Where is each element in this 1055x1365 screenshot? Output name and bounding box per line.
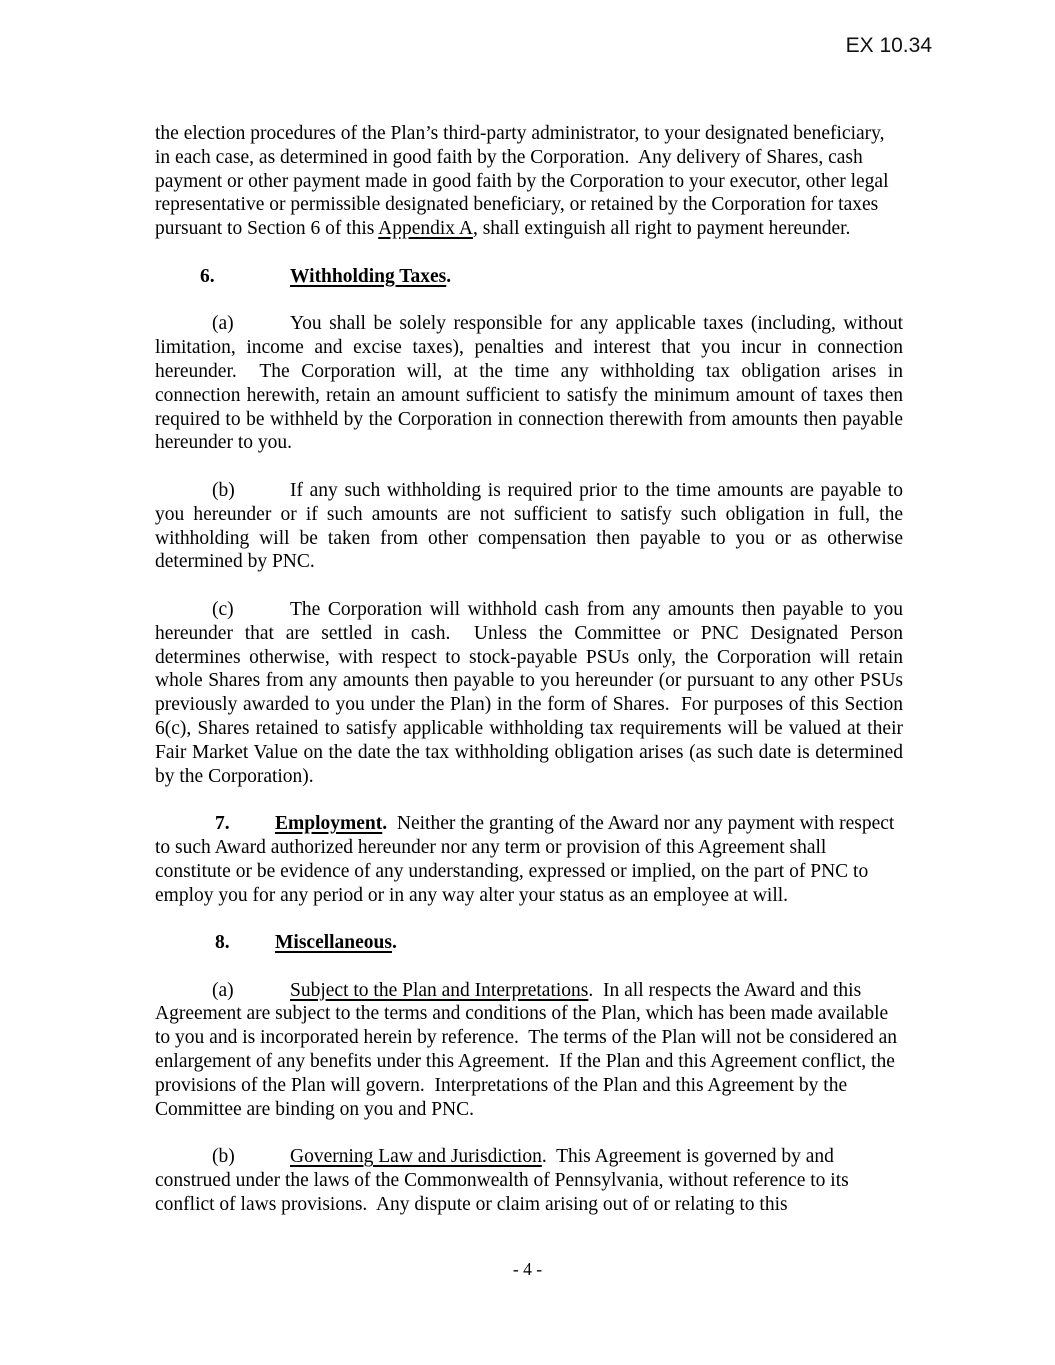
section-6c-paragraph: [155, 598, 903, 788]
underlined-text-run: Miscellaneous: [275, 932, 392, 954]
paragraph-marker: 6.: [200, 265, 215, 287]
section-8-heading: [155, 931, 903, 955]
underlined-text-run: Appendix A: [378, 218, 473, 240]
underlined-text-run: Employment: [275, 813, 383, 835]
section-6-heading: [155, 265, 903, 289]
section-6a-paragraph: [155, 312, 903, 455]
text-run: , shall extinguish all right to payment hereunder.: [472, 218, 851, 240]
text-run: You shall be solely responsible for any applicable taxes (including, without limitation, income and excise taxes), penalties and interest that you incur in connection hereunder. The Corporation will, at the time any withholding tax obligation arises in connection herewith, retain an amount sufficient to satisfy the minimum amount of taxes then required to be withheld by the Corporation in connection therewith from amounts then payable hereunder to you.: [155, 313, 903, 454]
page-number-footer: - 4 -: [512, 1259, 543, 1279]
paragraph-marker: (b): [212, 1146, 235, 1168]
paragraph-marker: 7.: [215, 813, 230, 835]
paragraph-marker: (a): [212, 313, 234, 335]
paragraph-marker: (a): [212, 979, 234, 1001]
intro-paragraph: [155, 122, 903, 241]
text-run: . This Agreement is governed by and construed under the laws of the Commonwealth of Pennsylvania, without reference to its conflict of laws provisions. Any dispute or claim arising out of or relating to this: [155, 1146, 849, 1215]
text-run: .: [382, 813, 388, 835]
document-body: [155, 122, 903, 1240]
paragraph-marker: (c): [212, 598, 234, 620]
text-run: Neither the granting of the Award nor any payment with respect to such Award authorized hereunder nor any term or provision of this Agreement shall constitute or be evidence of any understanding, expressed or implied, on the part of PNC to employ you for any period or in any way alter your status as an employee at will.: [155, 813, 895, 906]
section-8b-paragraph: [155, 1145, 903, 1216]
text-run: The Corporation will withhold cash from any amounts then payable to you hereunder that are settled in cash. Unless the Committee or PNC Designated Person determines otherwise, with respect to stock-payable PSUs only, the Corporation will retain whole Shares from any amounts then payable to you hereunder (or pursuant to any other PSUs previously awarded to you under the Plan) in the form of Shares. For purposes of this Section 6(c), Shares retained to satisfy applicable withholding tax requirements will be valued at their Fair Market Value on the date the tax withholding obligation arises (as such date is determined by the Corporation).: [155, 598, 903, 787]
section-6b-paragraph: [155, 479, 903, 574]
paragraph-marker: (b): [212, 479, 235, 501]
underlined-text-run: Withholding Taxes: [290, 265, 447, 287]
exhibit-number-label: EX 10.34: [845, 34, 932, 57]
paragraph-marker: 8.: [215, 932, 230, 954]
underlined-text-run: Subject to the Plan and Interpretations: [290, 979, 589, 1001]
text-run: If any such withholding is required prior to the time amounts are payable to you hereunder or if such amounts are not sufficient to satisfy such obligation in full, the withholding will be taken from other compensation then payable to you or as otherwise determined by PNC.: [155, 479, 903, 573]
underlined-text-run: Governing Law and Jurisdiction: [290, 1146, 542, 1168]
section-8a-paragraph: [155, 979, 903, 1122]
text-run: .: [446, 265, 452, 287]
section-7-paragraph: [155, 812, 903, 907]
text-run: .: [392, 932, 397, 954]
text-run: . In all respects the Award and this Agreement are subject to the terms and conditions of the Plan, which has been made available to you and is incorporated herein by reference. The terms of the Plan will not be considered an enlargement of any benefits under this Agreement. If the Plan and this Agreement conflict, the provisions of the Plan will govern. Interpretations of the Plan and this Agreement by the Committee are binding on you and PNC.: [155, 979, 898, 1120]
text-run: the election procedures of the Plan’s third-party administrator, to your designated beneficiary, in each case, as determined in good faith by the Corporation. Any delivery of Shares, cash payment or other payment made in good faith by the Corporation to your executor, other legal representative or permissible designated beneficiary, or retained by the Corporation for taxes pursuant to Section 6 of this: [155, 123, 889, 240]
